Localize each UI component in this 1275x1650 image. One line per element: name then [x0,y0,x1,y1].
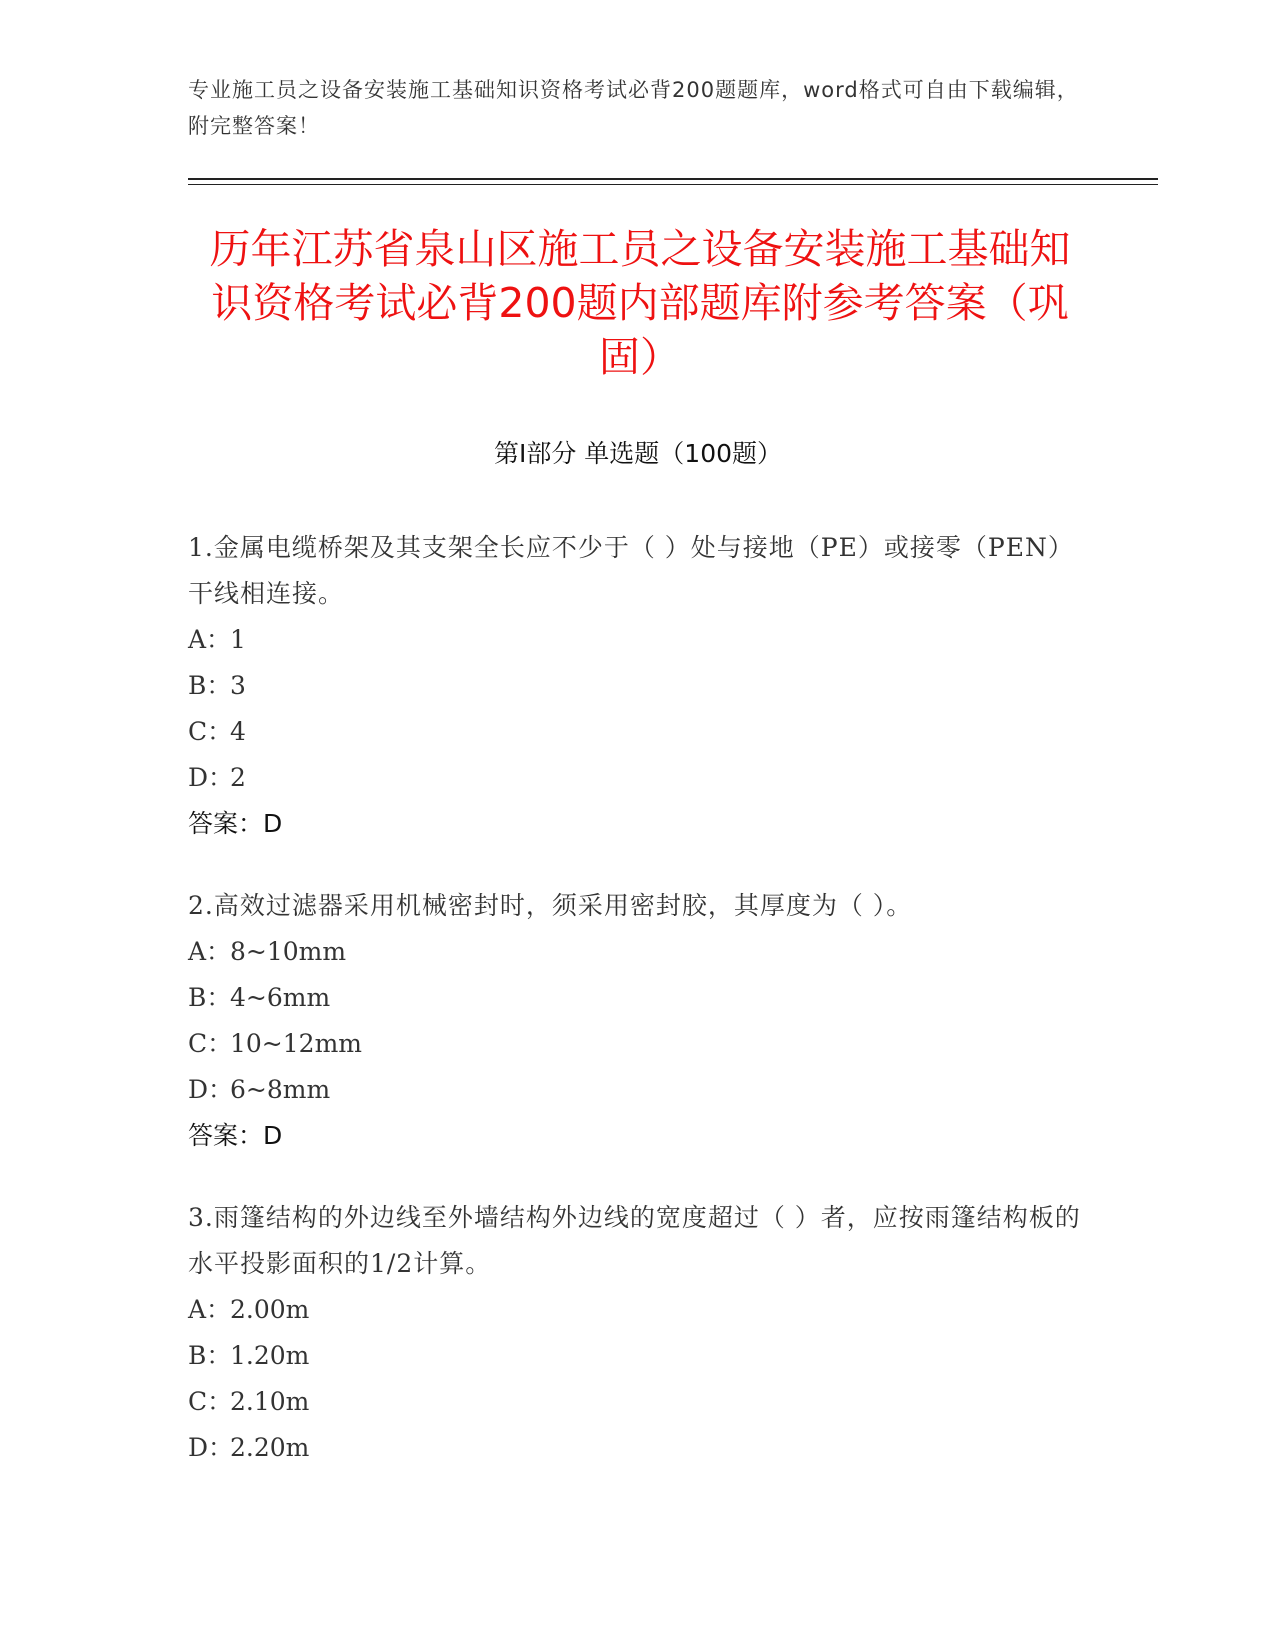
option-c [188,709,1083,755]
option-d [188,755,1083,801]
option-key: C： [188,717,233,746]
document-title: 历年江苏省泉山区施工员之设备安装施工基础知识资格考试必背200题内部题库附参考答案（巩固） [209,225,1071,381]
answer-line: 答案：D [188,1121,283,1150]
option-value: 4~6mm [230,983,331,1012]
option-a [188,617,1083,663]
option-value: 4 [230,717,246,746]
question-text: 2.高效过滤器采用机械密封时，须采用密封胶，其厚度为（ ）。 [188,891,913,920]
option-key: D： [188,1433,234,1462]
header-note: 专业施工员之设备安装施工基础知识资格考试必背200题题库，word格式可自由下载编辑，附完整答案！ [188,78,1079,138]
question-text: 1.金属电缆桥架及其支架全长应不少于（ ）处与接地（PE）或接零（PEN）干线相连接。 [188,533,1074,608]
option-value: 2.00m [230,1295,310,1324]
section-heading: 第Ⅰ部分 单选题（100题） [493,439,783,468]
option-value: 1.20m [230,1341,310,1370]
question-2 [188,883,1083,1159]
option-value: 3 [230,671,246,700]
option-key: D： [188,1075,234,1104]
option-key: A： [188,625,232,654]
option-key: C： [188,1029,233,1058]
question-text: 3.雨篷结构的外边线至外墙结构外边线的宽度超过（ ）者，应按雨篷结构板的水平投影面积的1/2计算。 [188,1203,1081,1278]
option-key: A： [188,1295,232,1324]
option-value: 2.10m [230,1387,310,1416]
option-value: 10~12mm [230,1029,362,1058]
option-d [188,1067,1083,1113]
option-value: 2 [230,763,246,792]
option-c [188,1021,1083,1067]
option-value: 2.20m [230,1433,310,1462]
option-b [188,1333,1083,1379]
option-value: 6~8mm [230,1075,331,1104]
question-list [188,525,1083,1507]
option-key: B： [188,983,232,1012]
option-b [188,975,1083,1021]
option-a [188,929,1083,975]
option-value: 8~10mm [230,937,347,966]
option-key: B： [188,1341,232,1370]
option-key: A： [188,937,232,966]
option-c [188,1379,1083,1425]
question-1 [188,525,1083,847]
header-rule-thin [188,184,1158,185]
answer-line: 答案：D [188,809,283,838]
option-b [188,663,1083,709]
option-a [188,1287,1083,1333]
option-key: C： [188,1387,233,1416]
option-key: D： [188,763,234,792]
question-3 [188,1195,1083,1471]
option-value: 1 [230,625,246,654]
option-d [188,1425,1083,1471]
header-rule-thick [188,178,1158,180]
option-key: B： [188,671,232,700]
